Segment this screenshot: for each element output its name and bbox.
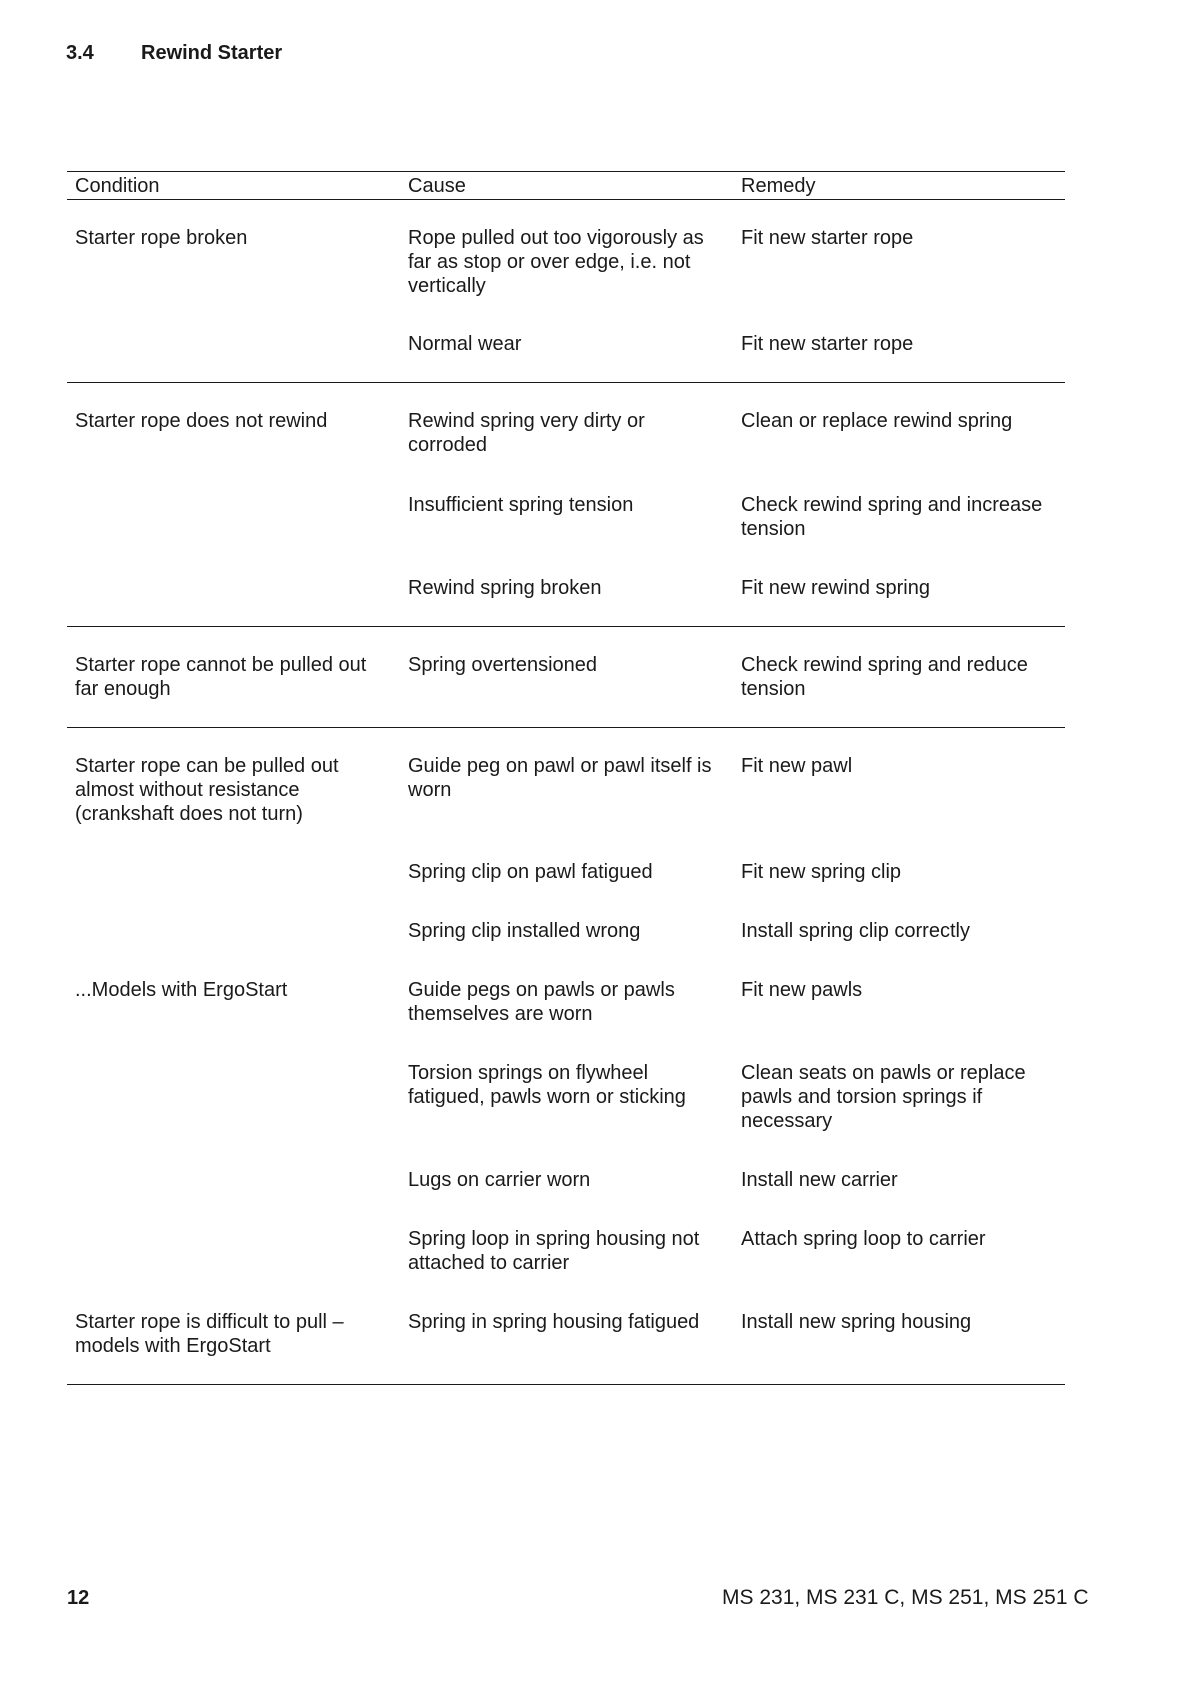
- table-body: [67, 200, 1065, 1385]
- cell-cause: Insufficient spring tension: [408, 494, 634, 516]
- table-row: [67, 653, 1065, 701]
- troubleshooting-table: [67, 171, 1065, 1385]
- table-row: [67, 226, 1065, 332]
- cell-cause: Spring overtensioned: [408, 654, 598, 676]
- table-row: [67, 1310, 1065, 1358]
- page-number: 12: [67, 1587, 90, 1609]
- cell-remedy: Fit new starter rope: [741, 333, 914, 355]
- cell-cause: Spring clip on pawl fatigued: [408, 861, 653, 883]
- header-condition: Condition: [75, 174, 160, 197]
- cell-remedy: Install new carrier: [741, 1169, 898, 1191]
- table-row: [67, 332, 1065, 356]
- table-group: [67, 200, 1065, 383]
- cell-cause: Spring loop in spring housing not attached to carrier: [408, 1228, 700, 1274]
- cell-remedy: Fit new pawl: [741, 755, 853, 777]
- table-group: [67, 728, 1065, 1385]
- cell-cause: Spring clip installed wrong: [408, 920, 641, 942]
- cell-condition: [67, 493, 400, 576]
- cell-condition: [67, 919, 400, 978]
- cell-remedy: Clean seats on pawls or replace pawls and torsion springs if necessary: [741, 1062, 1026, 1132]
- header-remedy: Remedy: [741, 174, 816, 197]
- cell-condition: [67, 1168, 400, 1227]
- cell-condition: [67, 860, 400, 919]
- cell-condition: [67, 576, 400, 600]
- table-row: [67, 919, 1065, 978]
- cell-cause: Rewind spring broken: [408, 577, 602, 599]
- section-number: 3.4: [66, 42, 94, 64]
- cell-condition: Starter rope cannot be pulled out far enough: [75, 654, 367, 700]
- cell-condition: Starter rope can be pulled out almost without resistance (crankshaft does not turn): [75, 755, 339, 825]
- cell-cause: Lugs on carrier worn: [408, 1169, 591, 1191]
- table-row: [67, 409, 1065, 493]
- cell-condition: [67, 1227, 400, 1310]
- cell-condition: [67, 1061, 400, 1168]
- cell-cause: Guide pegs on pawls or pawls themselves are worn: [408, 979, 675, 1025]
- cell-condition: ...Models with ErgoStart: [75, 979, 288, 1001]
- cell-remedy: Fit new rewind spring: [741, 577, 930, 599]
- cell-cause: Spring in spring housing fatigued: [408, 1311, 700, 1333]
- model-list: MS 231, MS 231 C, MS 251, MS 251 C: [722, 1586, 1089, 1609]
- table-row: [67, 493, 1065, 576]
- cell-remedy: Install new spring housing: [741, 1311, 972, 1333]
- table-group: [67, 627, 1065, 728]
- cell-remedy: Fit new starter rope: [741, 227, 914, 249]
- cell-condition: Starter rope does not rewind: [75, 410, 328, 432]
- table-row: [67, 1168, 1065, 1227]
- cell-condition: [67, 332, 400, 356]
- table-row: [67, 978, 1065, 1061]
- table-row: [67, 576, 1065, 600]
- table-row: [67, 860, 1065, 919]
- cell-remedy: Fit new spring clip: [741, 861, 902, 883]
- cell-cause: Rope pulled out too vigorously as far as stop or over edge, i.e. not vertically: [408, 227, 704, 297]
- header-cause: Cause: [408, 174, 466, 197]
- section-title: Rewind Starter: [141, 42, 283, 64]
- cell-cause: Torsion springs on flywheel fatigued, pawls worn or sticking: [408, 1062, 686, 1108]
- cell-remedy: Fit new pawls: [741, 979, 863, 1001]
- cell-remedy: Check rewind spring and reduce tension: [741, 654, 1028, 700]
- cell-remedy: Clean or replace rewind spring: [741, 410, 1013, 432]
- cell-condition: Starter rope is difficult to pull – models with ErgoStart: [75, 1311, 344, 1357]
- cell-condition: Starter rope broken: [75, 227, 248, 249]
- table-row: [67, 754, 1065, 860]
- table-row: [67, 1061, 1065, 1168]
- table-header-row: [67, 171, 1065, 200]
- table-group: [67, 383, 1065, 627]
- cell-cause: Guide peg on pawl or pawl itself is worn: [408, 755, 712, 801]
- cell-remedy: Install spring clip correctly: [741, 920, 970, 942]
- cell-remedy: Attach spring loop to carrier: [741, 1228, 986, 1250]
- section-heading: [66, 42, 282, 65]
- cell-cause: Normal wear: [408, 333, 522, 355]
- cell-remedy: Check rewind spring and increase tension: [741, 494, 1043, 540]
- table-row: [67, 1227, 1065, 1310]
- cell-cause: Rewind spring very dirty or corroded: [408, 410, 645, 456]
